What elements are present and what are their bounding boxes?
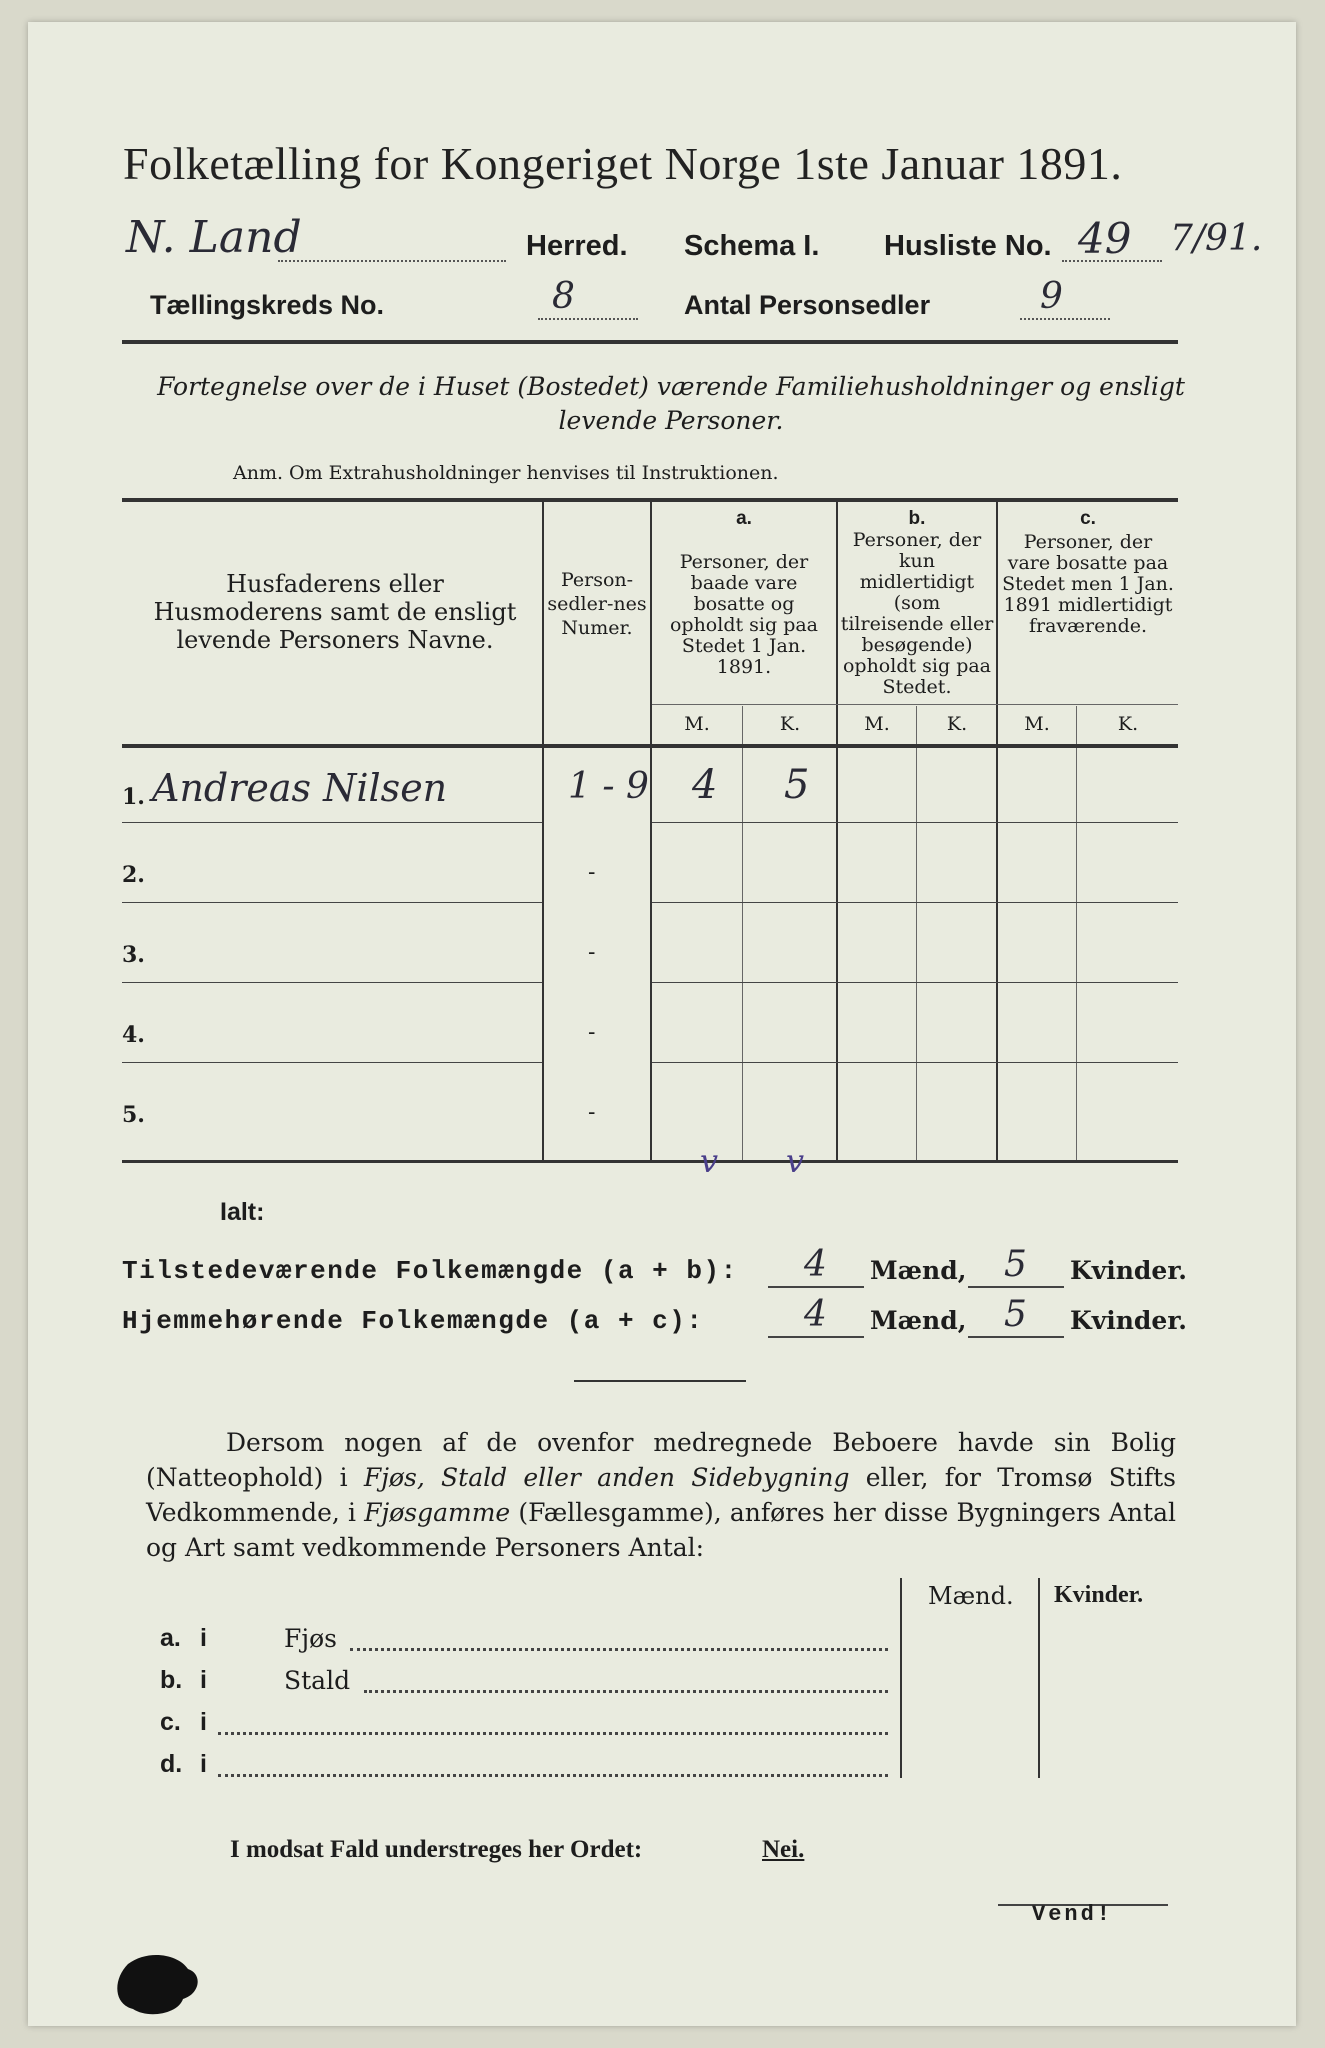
schema-label: Schema I. bbox=[684, 230, 820, 262]
check-mark: v bbox=[700, 1142, 719, 1180]
buildings-paragraph bbox=[146, 1425, 1176, 1565]
tilst-k-value: 5 bbox=[1004, 1244, 1027, 1285]
hjem-k-value: 5 bbox=[1004, 1294, 1027, 1335]
table-vline-1 bbox=[542, 500, 544, 1160]
hjem-label: Hjemmehørende Folkemængde (a + c): bbox=[122, 1306, 704, 1336]
vend-label: Vend! bbox=[1032, 1902, 1114, 1927]
hjem-m-line bbox=[768, 1336, 864, 1338]
row-numer: 1 - 9 bbox=[568, 766, 649, 807]
herred-value: N. Land bbox=[126, 212, 302, 263]
building-dotline bbox=[350, 1648, 888, 1651]
col-c-letter: c. bbox=[1080, 508, 1096, 529]
building-i: i bbox=[200, 1624, 207, 1652]
header-rule bbox=[122, 340, 1178, 344]
col-names-header: Husfaderens eller Husmoderens samt de ensligt levende Personers Navne. bbox=[153, 570, 517, 654]
row-a-k: 5 bbox=[784, 762, 810, 808]
row-number: 2. bbox=[122, 862, 145, 888]
header-bottom-rule bbox=[122, 744, 1178, 748]
para-text-3: (Fællesgamme), anføres her disse Bygningers Antal og Art samt vedkommende Personers Antal: bbox=[146, 1498, 1176, 1562]
building-letter: a. bbox=[160, 1624, 181, 1652]
row-rule bbox=[652, 1062, 1178, 1063]
ink-blot bbox=[108, 1944, 218, 2024]
buildings-vline-1 bbox=[900, 1578, 902, 1778]
row-number: 4. bbox=[122, 1022, 145, 1048]
modsat-text: I modsat Fald understreges her Ordet: bbox=[230, 1836, 643, 1863]
tilst-m-line bbox=[768, 1286, 864, 1288]
anm-note: Anm. Om Extrahusholdninger henvises til Instruktionen. bbox=[233, 462, 779, 484]
b-mk-divider bbox=[916, 706, 917, 1160]
row-number: 1. bbox=[122, 784, 145, 810]
building-i: i bbox=[200, 1708, 207, 1736]
para-text-1: Dersom nogen af de ovenfor medregnede Beboere havde sin Bolig (Natteophold) i bbox=[146, 1428, 1176, 1492]
building-dotline bbox=[364, 1690, 888, 1693]
row-numer: - bbox=[588, 1020, 596, 1045]
census-form-page bbox=[28, 22, 1296, 2026]
herred-dotline bbox=[278, 260, 506, 262]
building-label: Fjøs bbox=[284, 1624, 337, 1653]
para-italic-2: Fjøsgamme bbox=[364, 1498, 511, 1527]
table-bottom-rule bbox=[122, 1160, 1178, 1163]
col-b-letter: b. bbox=[908, 508, 926, 529]
row-rule bbox=[652, 902, 1178, 903]
row-rule bbox=[652, 982, 1178, 983]
col-a-header: Personer, der baade vare bosatte og opholdt sig paa Stedet 1 Jan. 1891. bbox=[669, 551, 819, 678]
hjem-maend: Mænd, bbox=[870, 1306, 967, 1335]
table-vline-2 bbox=[650, 500, 652, 1160]
tilst-m-value: 4 bbox=[804, 1244, 827, 1285]
hjem-m-value: 4 bbox=[804, 1294, 827, 1335]
buildings-vline-2 bbox=[1038, 1578, 1040, 1778]
a-k-label: K. bbox=[779, 713, 801, 735]
check-mark: v bbox=[786, 1142, 805, 1180]
mk-rule bbox=[652, 704, 1178, 705]
col-c-header: Personer, der vare bosatte paa Stedet men 1 Jan. 1891 midlertidigt fraværende. bbox=[1002, 531, 1174, 637]
kreds-value: 8 bbox=[552, 276, 575, 317]
ialt-label: Ialt: bbox=[220, 1198, 265, 1226]
antal-dotline bbox=[1020, 318, 1110, 320]
row-rule bbox=[122, 902, 542, 903]
hjem-kvinder: Kvinder. bbox=[1070, 1306, 1187, 1335]
c-k-label: K. bbox=[1117, 713, 1139, 735]
row-name: Andreas Nilsen bbox=[152, 766, 448, 810]
building-letter: b. bbox=[160, 1666, 183, 1694]
form-title: Folketælling for Kongeriget Norge 1ste Januar 1891. bbox=[123, 138, 1123, 189]
tilst-kvinder: Kvinder. bbox=[1070, 1256, 1187, 1285]
form-subtitle: Fortegnelse over de i Huset (Bostedet) værende Familiehusholdninger og ensligt levende Personer. bbox=[157, 372, 1185, 435]
building-dotline bbox=[218, 1774, 888, 1777]
b-k-label: K. bbox=[946, 713, 968, 735]
buildings-col-maend: Mænd. bbox=[928, 1582, 1014, 1610]
tilst-label: Tilstedeværende Folkemængde (a + b): bbox=[122, 1256, 738, 1286]
husliste-label: Husliste No. bbox=[884, 230, 1052, 262]
a-m-label: M. bbox=[684, 713, 710, 735]
antal-label: Antal Personsedler bbox=[684, 290, 931, 320]
kreds-label: Tællingskreds No. bbox=[150, 290, 385, 320]
b-m-label: M. bbox=[864, 713, 890, 735]
building-letter: c. bbox=[160, 1708, 181, 1736]
col-b-header: Personer, der kun midlertidigt (som tilreisende eller besøgende) opholdt sig paa Stedet. bbox=[840, 529, 994, 698]
antal-value: 9 bbox=[1040, 276, 1063, 317]
husliste-note: 7/91. bbox=[1170, 218, 1263, 259]
nei-word: Nei. bbox=[762, 1836, 805, 1863]
building-i: i bbox=[200, 1666, 207, 1694]
buildings-col-kvinder: Kvinder. bbox=[1054, 1582, 1144, 1608]
table-vline-4 bbox=[996, 500, 998, 1160]
row-rule bbox=[122, 822, 542, 823]
building-i: i bbox=[200, 1750, 207, 1778]
c-mk-divider bbox=[1076, 706, 1077, 1160]
row-numer: - bbox=[588, 940, 596, 965]
row-numer: - bbox=[588, 860, 596, 885]
building-label: Stald bbox=[284, 1666, 351, 1695]
building-letter: d. bbox=[160, 1750, 183, 1778]
row-rule bbox=[122, 1062, 542, 1063]
row-number: 3. bbox=[122, 942, 145, 968]
herred-label: Herred. bbox=[526, 230, 628, 262]
row-a-m: 4 bbox=[692, 762, 718, 808]
hjem-k-line bbox=[968, 1336, 1064, 1338]
husliste-value: 49 bbox=[1078, 214, 1132, 263]
row-number: 5. bbox=[122, 1102, 145, 1128]
a-mk-divider bbox=[742, 706, 743, 1160]
table-vline-3 bbox=[836, 500, 838, 1160]
para-text-2: eller, for Tromsø Stifts Vedkommende, i bbox=[146, 1463, 1176, 1527]
col-a-letter: a. bbox=[736, 508, 752, 529]
row-rule bbox=[652, 822, 1178, 823]
col-numer-header: Person-sedler-nes Numer. bbox=[547, 569, 647, 639]
building-dotline bbox=[218, 1732, 888, 1735]
row-numer: - bbox=[588, 1100, 596, 1125]
c-m-label: M. bbox=[1024, 713, 1050, 735]
tilst-k-line bbox=[968, 1286, 1064, 1288]
para-italic-1: Fjøs, Stald eller anden Sidebygning bbox=[363, 1463, 850, 1492]
tilst-maend: Mænd, bbox=[870, 1256, 967, 1285]
section-divider bbox=[574, 1380, 746, 1382]
kreds-dotline bbox=[538, 318, 638, 320]
row-rule bbox=[122, 982, 542, 983]
